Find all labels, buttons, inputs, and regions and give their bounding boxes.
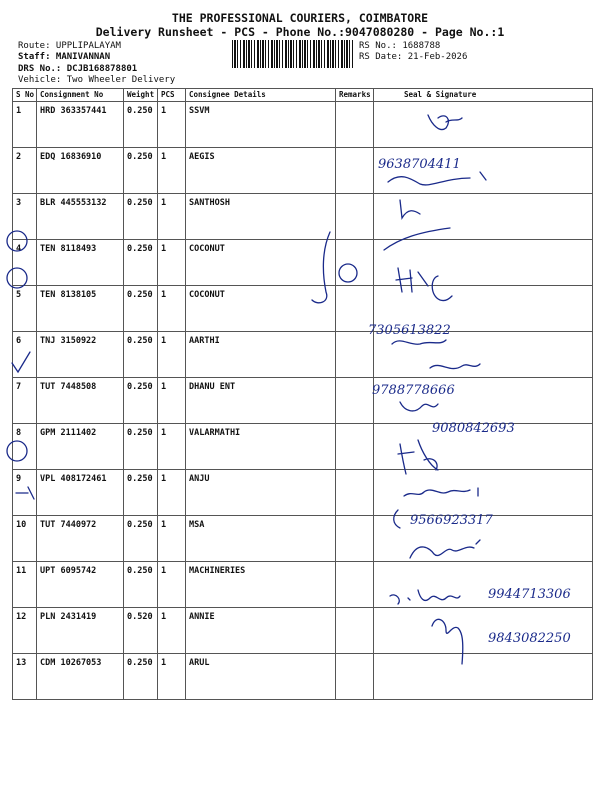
table-row xyxy=(13,378,593,424)
handwritten-phone-8: 9080842693 xyxy=(432,421,515,436)
row-consignee: VALARMATHI xyxy=(186,424,336,470)
row-signature xyxy=(374,286,593,332)
row-signature xyxy=(374,332,593,378)
row-pcs: 1 xyxy=(158,654,186,700)
row-pcs: 1 xyxy=(158,378,186,424)
table-row xyxy=(13,608,593,654)
row-remarks xyxy=(336,286,374,332)
row-sno: 4 xyxy=(13,240,37,286)
row-signature xyxy=(374,654,593,700)
col-consignee: Consignee Details xyxy=(186,89,336,102)
row-consignment: UPT 6095742 xyxy=(37,562,124,608)
row-pcs: 1 xyxy=(158,332,186,378)
row-consignee: ANJU xyxy=(186,470,336,516)
row-consignee: ARUL xyxy=(186,654,336,700)
row-remarks xyxy=(336,470,374,516)
staff-label: Staff: MANIVANNAN xyxy=(18,52,111,62)
row-pcs: 1 xyxy=(158,194,186,240)
row-consignment: HRD 363357441 xyxy=(37,102,124,148)
vehicle-label: Vehicle: Two Wheeler Delivery xyxy=(18,75,176,85)
row-consignment: PLN 2431419 xyxy=(37,608,124,654)
table-row xyxy=(13,654,593,700)
row-signature xyxy=(374,102,593,148)
col-consignment: Consignment No xyxy=(37,89,124,102)
row-remarks xyxy=(336,240,374,286)
row-remarks xyxy=(336,562,374,608)
row-weight: 0.250 xyxy=(124,470,158,516)
row-consignment: TNJ 3150922 xyxy=(37,332,124,378)
row-signature xyxy=(374,148,593,194)
col-signature: Seal & Signature xyxy=(374,89,593,102)
row-weight: 0.250 xyxy=(124,286,158,332)
row-consignment: CDM 10267053 xyxy=(37,654,124,700)
row-pcs: 1 xyxy=(158,470,186,516)
row-sno: 11 xyxy=(13,562,37,608)
row-consignment: TUT 7448508 xyxy=(37,378,124,424)
row-consignment: VPL 408172461 xyxy=(37,470,124,516)
row-consignment: TEN 8118493 xyxy=(37,240,124,286)
table-row xyxy=(13,286,593,332)
row-pcs: 1 xyxy=(158,608,186,654)
row-consignee: AEGIS xyxy=(186,148,336,194)
row-pcs: 1 xyxy=(158,240,186,286)
row-signature xyxy=(374,562,593,608)
row-remarks xyxy=(336,332,374,378)
row-pcs: 1 xyxy=(158,562,186,608)
row-sno: 5 xyxy=(13,286,37,332)
col-weight: Weight xyxy=(124,89,158,102)
col-sno: S No xyxy=(13,89,37,102)
barcode-graphic xyxy=(232,40,354,68)
row-consignee: DHANU ENT xyxy=(186,378,336,424)
handwritten-phone-2: 9638704411 xyxy=(378,157,461,172)
table-row xyxy=(13,148,593,194)
row-consignee: COCONUT xyxy=(186,286,336,332)
row-consignee: MSA xyxy=(186,516,336,562)
row-remarks xyxy=(336,102,374,148)
runsheet-table xyxy=(12,88,593,700)
table-row xyxy=(13,102,593,148)
row-consignment: GPM 2111402 xyxy=(37,424,124,470)
row-consignee: COCONUT xyxy=(186,240,336,286)
row-pcs: 1 xyxy=(158,102,186,148)
handwritten-phone-7: 9788778666 xyxy=(372,383,455,398)
row-consignment: TUT 7440972 xyxy=(37,516,124,562)
row-weight: 0.250 xyxy=(124,102,158,148)
row-sno: 3 xyxy=(13,194,37,240)
row-consignment: TEN 8138105 xyxy=(37,286,124,332)
row-sno: 10 xyxy=(13,516,37,562)
row-remarks xyxy=(336,424,374,470)
rs-number: RS No.: 1688788 xyxy=(359,41,441,51)
row-sno: 1 xyxy=(13,102,37,148)
row-weight: 0.250 xyxy=(124,332,158,378)
row-pcs: 1 xyxy=(158,286,186,332)
company-title: THE PROFESSIONAL COURIERS, COIMBATORE xyxy=(171,11,429,25)
row-signature xyxy=(374,378,593,424)
runsheet-subtitle: Delivery Runsheet - PCS - Phone No.:9047080280 - Page No.:1 xyxy=(95,25,505,39)
table-header-row xyxy=(13,89,593,102)
table-row xyxy=(13,194,593,240)
row-sno: 12 xyxy=(13,608,37,654)
row-consignee: SSVM xyxy=(186,102,336,148)
handwritten-phone-12: 9944713306 xyxy=(488,587,571,602)
row-consignee: ANNIE xyxy=(186,608,336,654)
row-remarks xyxy=(336,148,374,194)
table-row xyxy=(13,562,593,608)
row-sno: 9 xyxy=(13,470,37,516)
row-consignee: MACHINERIES xyxy=(186,562,336,608)
row-consignee: SANTHOSH xyxy=(186,194,336,240)
table-row xyxy=(13,470,593,516)
row-consignment: BLR 445553132 xyxy=(37,194,124,240)
row-signature xyxy=(374,516,593,562)
col-remarks: Remarks xyxy=(336,89,374,102)
col-pcs: PCS xyxy=(158,89,186,102)
row-remarks xyxy=(336,378,374,424)
row-weight: 0.250 xyxy=(124,654,158,700)
row-weight: 0.250 xyxy=(124,516,158,562)
row-sno: 13 xyxy=(13,654,37,700)
row-signature xyxy=(374,240,593,286)
row-remarks xyxy=(336,516,374,562)
table-row xyxy=(13,424,593,470)
row-weight: 0.250 xyxy=(124,424,158,470)
rs-date: RS Date: 21-Feb-2026 xyxy=(359,52,468,62)
row-pcs: 1 xyxy=(158,424,186,470)
row-signature xyxy=(374,608,593,654)
row-sno: 6 xyxy=(13,332,37,378)
row-sno: 8 xyxy=(13,424,37,470)
row-signature xyxy=(374,470,593,516)
row-consignment: EDQ 16836910 xyxy=(37,148,124,194)
row-weight: 0.250 xyxy=(124,194,158,240)
table-row xyxy=(13,516,593,562)
row-signature xyxy=(374,194,593,240)
row-pcs: 1 xyxy=(158,516,186,562)
row-weight: 0.250 xyxy=(124,148,158,194)
handwritten-phone-13: 9843082250 xyxy=(488,631,571,646)
table-row xyxy=(13,240,593,286)
row-signature xyxy=(374,424,593,470)
row-remarks xyxy=(336,194,374,240)
row-sno: 2 xyxy=(13,148,37,194)
row-weight: 0.520 xyxy=(124,608,158,654)
row-remarks xyxy=(336,608,374,654)
row-weight: 0.250 xyxy=(124,240,158,286)
handwritten-phone-10: 9566923317 xyxy=(410,513,493,528)
row-sno: 7 xyxy=(13,378,37,424)
row-weight: 0.250 xyxy=(124,378,158,424)
row-consignee: AARTHI xyxy=(186,332,336,378)
row-weight: 0.250 xyxy=(124,562,158,608)
handwritten-phone-6: 7305613822 xyxy=(368,323,451,338)
row-pcs: 1 xyxy=(158,148,186,194)
row-remarks xyxy=(336,654,374,700)
route-label: Route: UPPLIPALAYAM xyxy=(18,41,121,51)
drs-number: DRS No.: DCJB168878801 xyxy=(18,64,138,74)
table-row xyxy=(13,332,593,378)
